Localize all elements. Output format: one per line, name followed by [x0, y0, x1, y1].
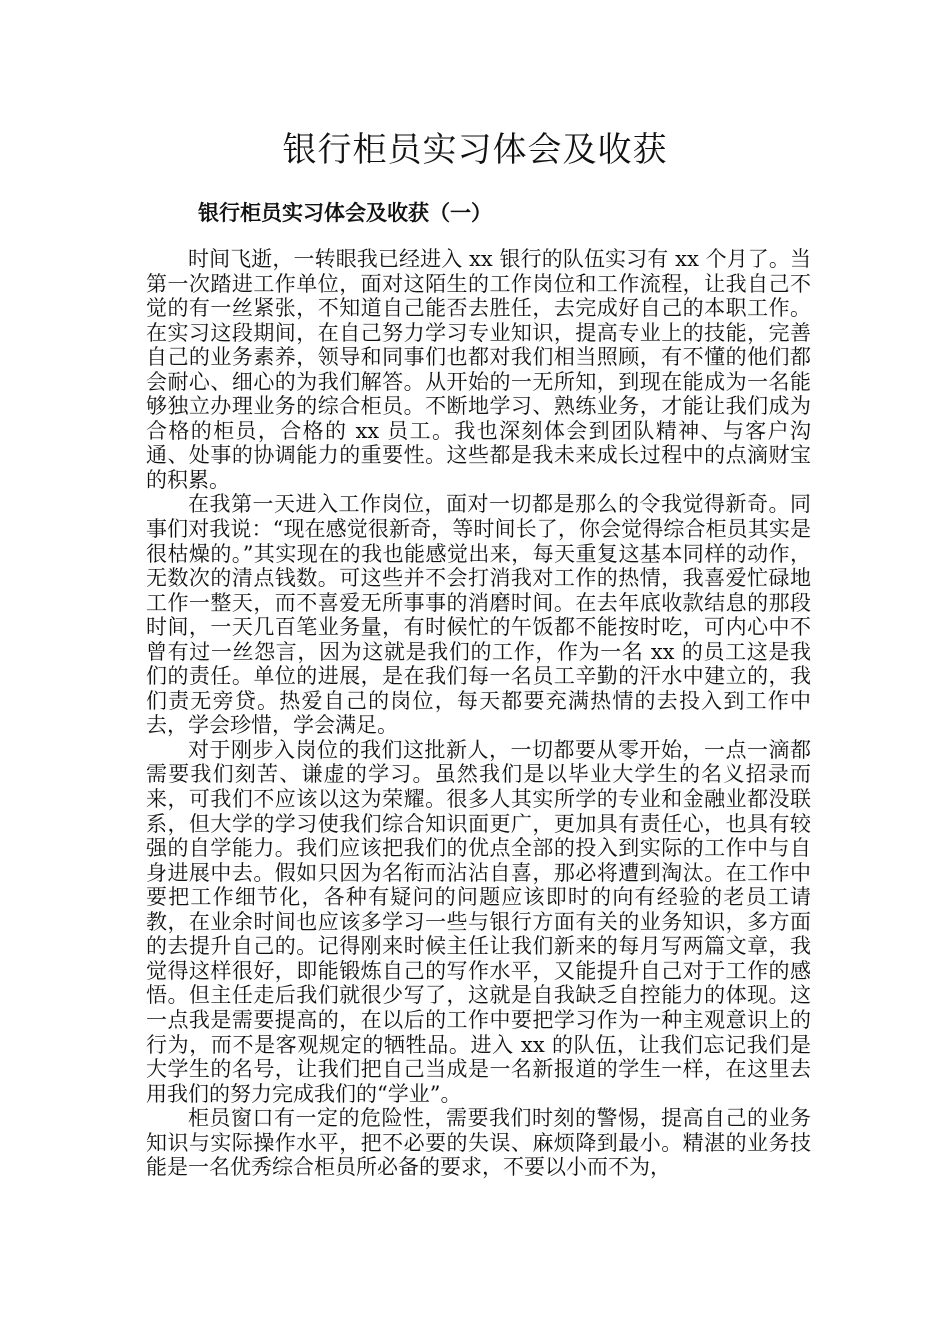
section-heading: 银行柜员实习体会及收获（一） — [198, 200, 492, 225]
document-body — [146, 247, 811, 1180]
paragraph-1: 时间飞逝，一转眼我已经进入 xx 银行的队伍实习有 xx 个月了。当第一次踏进工作单位，面对这陌生的工作岗位和工作流程，让我自己不觉的有一丝紧张，不知道自己能否去胜任，去完成好自己的本职工作。在实习这段期间，在自己努力学习专业知识，提高专业上的技能，完善自己的业务素养，领导和同事们也都对我们相当照顾，有不懂的他们都会耐心、细心的为我们解答。从开始的一无所知，到现在能成为一名能够独立办理业务的综合柜员。不断地学习、熟练业务，才能让我们成为合格的柜员，合格的 xx 员工。我也深刻体会到团队精神、与客户沟通、处事的协调能力的重要性。这些都是我未来成长过程中的点滴财宝的积累。 — [146, 247, 811, 492]
paragraph-4: 柜员窗口有一定的危险性，需要我们时刻的警惕，提高自己的业务知识与实际操作水平，把不必要的失误、麻烦降到最小。精湛的业务技能是一名优秀综合柜员所必备的要求，不要以小而不为， — [146, 1106, 811, 1180]
paragraph-3: 对于刚步入岗位的我们这批新人，一切都要从零开始，一点一滴都需要我们刻苦、谦虚的学习。虽然我们是以毕业大学生的名义招录而来，可我们不应该以这为荣耀。很多人其实所学的专业和金融业都没联系，但大学的学习使我们综合知识面更广，更加具有责任心，也具有较强的自学能力。我们应该把我们的优点全部的投入到实际的工作中与自身进展中去。假如只因为名衔而沾沾自喜，那必将遭到淘汰。在工作中要把工作细节化，各种有疑问的问题应该即时的向有经验的老员工请教，在业余时间也应该多学习一些与银行方面有关的业务知识，多方面的去提升自己的。记得刚来时候主任让我们新来的每月写两篇文章，我觉得这样很好，即能锻炼自己的写作水平，又能提升自己对于工作的感悟。但主任走后我们就很少写了，这就是自我缺乏自控能力的体现。这一点我是需要提高的，在以后的工作中要把学习作为一种主观意识上的行为，而不是客观规定的牺牲品。进入 xx 的队伍，让我们忘记我们是大学生的名号，让我们把自己当成是一名新报道的学生一样，在这里去用我们的努力完成我们的“学业”。 — [146, 737, 811, 1106]
paragraph-2: 在我第一天进入工作岗位，面对一切都是那么的令我觉得新奇。同事们对我说：“现在感觉很新奇，等时间长了，你会觉得综合柜员其实是很枯燥的。”其实现在的我也能感觉出来，每天重复这基本同样的动作，无数次的清点钱数。可这些并不会打消我对工作的热情，我喜爱忙碌地工作一整天，而不喜爱无所事事的消磨时间。在去年底收款结息的那段时间，一天几百笔业务量，有时候忙的午饭都不能按时吃，可内心中不曾有过一丝怨言，因为这就是我们的工作，作为一名 xx 的员工这是我们的责任。单位的进展，是在我们每一名员工辛勤的汗水中建立的，我们责无旁贷。热爱自己的岗位，每天都要充满热情的去投入到工作中去，学会珍惜，学会满足。 — [146, 492, 811, 738]
document-title: 银行柜员实习体会及收获 — [282, 130, 668, 170]
